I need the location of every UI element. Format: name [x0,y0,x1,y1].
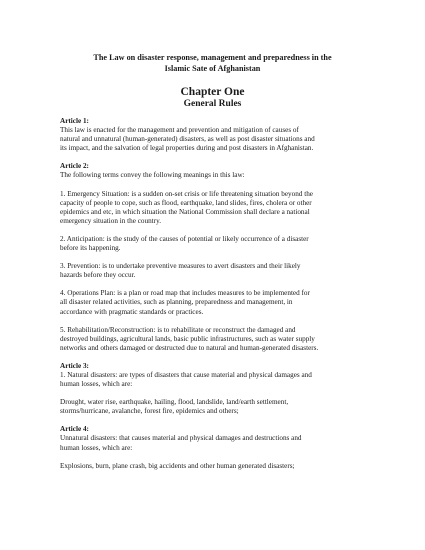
article-3-text-line: human losses, which are: [60,380,133,389]
document-title-line: The Law on disaster response, management and preparedness in the [93,53,332,62]
definition-line: all disaster related activities, such as planning, preparedness and management, in [60,298,293,307]
definition-line: 2. Anticipation: is the study of the causes of potential or likely occurrence of a disaster [60,234,309,243]
definition-line: capacity of people to cope, such as flood, earthquake, land slides, fires, cholera or other [60,198,312,207]
definition-line: destroyed buildings, agricultural lands, basic public infrastructures, such as water supply [60,334,315,343]
chapter-title: Chapter One [180,86,245,98]
article-4-examples-line: Explosions, burn, plane crash, big accidents and other human generated disasters; [60,461,295,470]
article-3-examples-line: Drought, water rise, earthquake, hailing, flood, landslide, land/earth settlement, [60,398,289,407]
definition-line: hazards before they occur. [60,271,136,280]
definition-line: accordance with pragmatic standards or practices. [60,307,204,316]
article-1-text-line: natural and unnatural (human-generated) disasters, as well as post disaster situations and [60,135,315,144]
definition-line: before its happening. [60,244,121,253]
definition-line: 5. Rehabilitation/Reconstruction: is to rehabilitate or reconstruct the damaged and [60,325,296,334]
definition-line: 3. Prevention: is to undertake preventive measures to avert disasters and their likely [60,262,301,271]
definition-line: 4. Operations Plan: is a plan or road map that includes measures to be implemented for [60,289,310,298]
definition-line: epidemics and etc, in which situation the National Commission shall declare a national [60,207,310,216]
definition-line: emergency situation in the country. [60,216,161,225]
article-1-text-line: This law is enacted for the management and prevention and mitigation of causes of [60,126,299,135]
document-title [40,52,385,74]
article-3-examples-line: storms/hurricane, avalanche, forest fire, epidemics and others; [60,407,239,416]
article-4-heading: Article 4: [60,425,89,434]
definition-line: networks and others damaged or destructed due to natural and human-generated disasters. [60,343,319,352]
definition-line: 1. Emergency Situation: is a sudden on-set crisis or life threatening situation beyond the [60,189,313,198]
article-3-heading: Article 3: [60,361,89,370]
article-4-text-line: human losses, which are: [60,443,133,452]
article-3-text-line: 1. Natural disasters: are types of disasters that cause material and physical damages and [60,370,312,379]
article-4-text-line: Unnatural disasters: that causes material and physical damages and destructions and [60,434,302,443]
chapter-subtitle: General Rules [183,99,242,109]
document-body [60,117,371,471]
article-1-text-line: its impact, and the salvation of legal properties during and post disasters in Afghanistan. [60,144,314,153]
article-1-heading: Article 1: [60,117,89,125]
document-title-line: Islamic Sate of Afghanistan [164,64,261,73]
article-2-intro: The following terms convey the following meanings in this law: [60,171,245,180]
article-2-heading: Article 2: [60,162,89,171]
